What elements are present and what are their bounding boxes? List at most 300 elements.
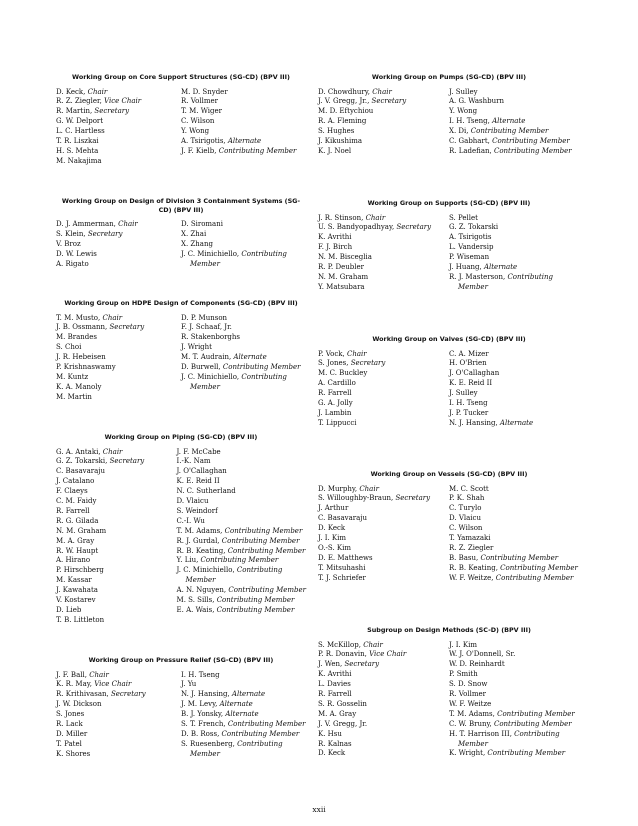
group-supports <box>318 199 580 293</box>
member-column <box>318 350 449 429</box>
member-name: P. Wiseman <box>449 253 490 262</box>
member-entry <box>318 253 449 263</box>
member-role: Contributing Member <box>500 563 578 572</box>
member-entry <box>181 730 306 740</box>
member-name: R. Z. Ziegler, <box>56 97 105 106</box>
member-entry <box>181 343 306 353</box>
member-name: J. I. Kim <box>318 534 347 543</box>
member-entry <box>56 107 181 117</box>
member-name: D. Murphy, <box>318 484 360 493</box>
member-name: K. J. Noel <box>318 146 352 155</box>
member-name: V. Broz <box>56 239 81 248</box>
member-name: W. F. Weitze, <box>449 573 496 582</box>
member-entry <box>449 263 580 273</box>
member-name: M. Kuntz <box>56 372 89 381</box>
member-role: Chair <box>102 447 123 456</box>
member-name: N. J. Hansing, <box>449 418 500 427</box>
member-name: D. Keck, <box>56 87 88 96</box>
member-entry <box>449 554 580 564</box>
member-name: F. Claeys <box>56 487 88 496</box>
member-name: M. T. Audrain, <box>181 353 234 362</box>
member-name: K. R. May, <box>56 680 95 689</box>
member-role: Chair <box>346 349 367 358</box>
member-entry <box>449 700 580 710</box>
member-name: J. R. Stinson, <box>318 213 366 222</box>
member-entry <box>318 419 449 429</box>
member-entry <box>449 273 580 293</box>
member-name: J. I. Kim <box>449 640 478 649</box>
member-column <box>318 88 449 157</box>
member-name: S. Choi <box>56 343 82 352</box>
member-name: R. W. Haupt <box>56 546 99 555</box>
member-role: Contributing Member <box>487 749 566 758</box>
group-pumps <box>318 73 580 157</box>
member-name: J. Yu <box>181 680 197 689</box>
member-name: J. F. Ball, <box>56 670 90 679</box>
member-role: Vice Chair <box>94 680 132 689</box>
member-role: Contributing Member <box>222 363 301 372</box>
member-role: Chair <box>118 220 138 228</box>
member-entry <box>56 730 181 740</box>
member-entry <box>177 487 306 497</box>
member-columns <box>318 350 580 429</box>
group-title: Working Group on Supports (SG-CD) (BPV III) <box>367 199 531 207</box>
member-name: N. M. Graham <box>318 272 369 281</box>
member-column <box>449 350 580 429</box>
group-piping <box>56 433 306 626</box>
group-title: Working Group on Piping (SG-CD) (BPV III) <box>104 433 258 441</box>
member-role: Secretary <box>87 229 123 238</box>
member-name: S. Jones <box>56 710 85 719</box>
member-entry <box>449 690 580 700</box>
member-column <box>56 88 181 167</box>
member-entry <box>318 564 449 574</box>
member-name: K. E. Reid II <box>449 379 493 388</box>
member-name: J. W. Dickson <box>56 700 102 709</box>
member-name: T. R. Liszkai <box>56 137 99 146</box>
member-entry <box>56 467 177 477</box>
member-entry <box>56 586 177 596</box>
member-name: S. D. Snow <box>449 680 488 689</box>
member-entry <box>449 419 580 429</box>
member-name: A. Cardillo <box>318 379 356 388</box>
member-name: J. Lambin <box>318 408 352 417</box>
member-name: W. F. Weitze <box>449 699 492 708</box>
member-entry <box>449 117 580 127</box>
member-name: D. Vlaicu <box>176 497 209 506</box>
member-entry <box>449 350 580 360</box>
member-role: Secretary <box>396 223 432 232</box>
member-name: D. P. Munson <box>181 313 228 322</box>
member-entry <box>449 680 580 690</box>
member-entry <box>318 524 449 534</box>
member-name: I. H. Tseng <box>181 670 220 679</box>
member-role: Chair <box>363 640 383 649</box>
member-name: M. D. Snyder <box>181 87 228 96</box>
member-entry <box>449 147 580 157</box>
member-role: Contributing Member <box>190 739 283 758</box>
member-entry <box>181 314 306 324</box>
member-role: Alternate <box>499 418 534 427</box>
member-entry <box>56 250 181 260</box>
member-entry <box>318 137 449 147</box>
member-role: Alternate <box>492 117 526 126</box>
member-name: R. Vollmer <box>449 690 486 699</box>
member-entry <box>449 243 580 253</box>
member-entry <box>56 671 181 681</box>
member-name: Y. Wong <box>449 107 478 116</box>
member-name: P. K. Shah <box>449 494 485 503</box>
member-name: M. A. Gray <box>56 536 95 545</box>
member-role: Alternate <box>219 700 253 709</box>
member-name: A. Hirano <box>56 556 91 565</box>
member-column <box>56 220 181 270</box>
member-name: J. V. Gregg, Jr. <box>318 719 368 728</box>
member-entry <box>56 700 181 710</box>
member-entry <box>56 566 177 576</box>
member-name: J. Catalano <box>56 477 95 486</box>
member-entry <box>181 137 306 147</box>
member-entry <box>318 233 449 243</box>
member-entry <box>56 220 181 230</box>
member-entry <box>177 547 306 557</box>
member-name: G. A. Jolly <box>318 399 353 408</box>
member-entry <box>449 494 580 504</box>
member-name: W. J. O'Donnell, Sr. <box>449 650 516 659</box>
member-name: G. Z. Tokarski <box>449 223 499 232</box>
member-entry <box>56 547 177 557</box>
member-entry <box>56 497 177 507</box>
member-name: D. E. Matthews <box>318 553 373 562</box>
member-entry <box>318 650 449 660</box>
member-name: D. J. Ammerman, <box>56 220 119 228</box>
group-division-3-containment <box>56 197 306 270</box>
member-name: N. M. Graham <box>56 526 107 535</box>
member-name: T. Lippucci <box>318 418 357 427</box>
member-column <box>449 641 580 760</box>
member-name: S. Pellet <box>449 213 478 222</box>
member-entry <box>318 710 449 720</box>
member-entry <box>449 359 580 369</box>
member-role: Contributing Member <box>493 146 572 155</box>
member-name: L. C. Hartless <box>56 127 105 136</box>
member-entry <box>449 369 580 379</box>
member-columns <box>56 671 306 760</box>
member-name: W. D. Reinhardt <box>449 660 505 669</box>
member-name: J. C. Minichiello, <box>176 566 237 575</box>
member-entry <box>177 457 306 467</box>
member-name: C.-I. Wu <box>176 516 205 525</box>
member-name: K. Hsu <box>318 729 342 738</box>
member-entry <box>177 586 306 596</box>
member-entry <box>449 720 580 730</box>
group-hdpe-design <box>56 299 306 403</box>
member-columns <box>56 220 306 270</box>
member-name: I. H. Tseng <box>449 399 488 408</box>
member-name: I. H. Tseng, <box>449 117 493 126</box>
member-name: D. Burwell, <box>181 363 223 372</box>
member-name: T. J. Schriefer <box>318 573 366 582</box>
member-name: C. Wilson <box>181 117 215 126</box>
member-entry <box>449 749 580 759</box>
member-entry <box>56 527 177 537</box>
member-entry <box>449 107 580 117</box>
member-entry <box>318 680 449 690</box>
member-entry <box>449 253 580 263</box>
member-name: N. M. Bisceglia <box>318 253 372 262</box>
member-entry <box>318 740 449 750</box>
group-title: Working Group on Valves (SG-CD) (BPV III) <box>372 335 526 343</box>
group-title: Working Group on Core Support Structures (SG-CD) (BPV III) <box>72 73 290 81</box>
member-name: R. P. Deubler <box>318 263 364 272</box>
member-entry <box>56 457 177 467</box>
member-name: J. R. Hebeisen <box>56 353 106 362</box>
member-column <box>177 448 306 626</box>
member-name: M. Kassar <box>56 576 92 585</box>
member-entry <box>56 117 181 127</box>
member-name: P. Smith <box>449 670 478 679</box>
member-entry <box>181 720 306 730</box>
member-entry <box>177 477 306 487</box>
member-entry <box>449 399 580 409</box>
page-number: xxii <box>312 805 326 814</box>
member-name: V. Kostarev <box>56 596 96 605</box>
member-column <box>181 88 306 167</box>
member-name: J. Arthur <box>318 504 349 513</box>
member-name: J. C. Minichiello, <box>181 249 242 258</box>
member-role: Secretary <box>109 323 145 332</box>
group-title: Working Group on Vessels (SG-CD) (BPV III) <box>370 470 528 478</box>
member-entry <box>56 710 181 720</box>
member-entry <box>449 88 580 98</box>
member-role: Vice Chair <box>104 97 142 106</box>
member-entry <box>449 564 580 574</box>
member-entry <box>181 710 306 720</box>
member-entry <box>449 544 580 554</box>
member-entry <box>56 448 177 458</box>
member-entry <box>449 233 580 243</box>
member-entry <box>318 127 449 137</box>
member-name: J. Wright <box>181 343 212 352</box>
member-entry <box>177 507 306 517</box>
member-entry <box>449 730 580 750</box>
member-entry <box>318 97 449 107</box>
member-entry <box>181 117 306 127</box>
member-role: Contributing Member <box>480 553 559 562</box>
member-entry <box>181 680 306 690</box>
member-entry <box>318 485 449 495</box>
member-entry <box>449 379 580 389</box>
member-name: S. T. French, <box>181 720 228 729</box>
member-column <box>318 641 449 760</box>
member-name: S. Hughes <box>318 127 355 136</box>
member-entry <box>318 641 449 651</box>
member-role: Contributing Member <box>185 566 283 585</box>
member-name: K. A. Manoly <box>56 382 102 391</box>
member-name: J. C. Minichiello, <box>181 372 242 381</box>
member-name: K. E. Reid II <box>176 477 220 486</box>
member-name: C. Turylo <box>449 504 482 513</box>
member-role: Secretary <box>371 97 407 106</box>
member-entry <box>177 467 306 477</box>
member-name: D. Lieb <box>56 606 82 614</box>
member-name: A. G. Washburn <box>449 97 505 106</box>
member-name: T. M. Adams, <box>176 526 225 535</box>
member-entry <box>56 137 181 147</box>
member-entry <box>56 393 181 403</box>
member-role: Contributing Member <box>216 596 295 605</box>
member-name: M. D. Eftychiou <box>318 107 374 116</box>
member-entry <box>181 97 306 107</box>
member-entry <box>181 107 306 117</box>
member-name: M. S. Sills, <box>176 596 217 605</box>
member-entry <box>449 137 580 147</box>
member-columns <box>318 88 580 157</box>
member-name: I.-K. Nam <box>176 457 211 466</box>
member-name: K. Shores <box>56 749 91 758</box>
member-name: A. Rigato <box>56 259 89 268</box>
member-name: R. B. Keating, <box>176 546 228 555</box>
member-name: D. Chowdhury, <box>318 87 373 96</box>
member-entry <box>181 671 306 681</box>
member-entry <box>56 127 181 137</box>
member-entry <box>56 353 181 363</box>
member-entry <box>56 373 181 383</box>
member-entry <box>449 127 580 137</box>
member-name: G. Z. Tokarski, <box>56 457 110 466</box>
member-name: F. J. Schaaf, Jr. <box>181 323 232 332</box>
member-columns <box>56 88 306 167</box>
member-name: E. A. Wais, <box>176 606 217 614</box>
member-columns <box>56 314 306 403</box>
member-entry <box>56 97 181 107</box>
member-column <box>181 220 306 270</box>
member-name: J. V. Gregg, Jr., <box>318 97 372 106</box>
member-entry <box>177 517 306 527</box>
member-name: N. J. Hansing, <box>181 690 232 699</box>
member-role: Chair <box>359 484 379 493</box>
member-name: D. Keck <box>318 524 346 533</box>
member-name: C. Basavaraju <box>56 467 105 476</box>
member-entry <box>181 127 306 137</box>
member-name: R. Vollmer <box>181 97 218 106</box>
group-title: Working Group on HDPE Design of Components (SG-CD) (BPV III) <box>64 299 298 307</box>
member-entry <box>56 720 181 730</box>
member-role: Contributing Member <box>200 556 279 565</box>
group-title: Working Group on Design of Division 3 Containment Systems (SG-CD) (BPV III) <box>61 197 301 214</box>
member-entry <box>56 556 177 566</box>
member-name: A. Tsirigotis, <box>181 137 228 146</box>
group-valves <box>318 335 580 429</box>
member-column <box>318 485 449 584</box>
member-entry <box>181 240 306 250</box>
member-name: J. Sulley <box>449 87 478 96</box>
member-role: Secretary <box>109 457 145 466</box>
member-name: X. Zhai <box>181 229 207 238</box>
member-name: R. Z. Ziegler <box>449 543 494 552</box>
member-entry <box>318 574 449 584</box>
member-role: Contributing Member <box>190 249 287 268</box>
member-name: K. Avrithi <box>318 233 352 242</box>
member-entry <box>181 690 306 700</box>
member-entry <box>318 720 449 730</box>
member-name: J. O'Callaghan <box>449 369 500 378</box>
member-name: T. M. Musto, <box>56 313 103 322</box>
member-name: T. M. Adams, <box>449 709 498 718</box>
member-role: Alternate <box>483 263 518 272</box>
member-entry <box>56 690 181 700</box>
member-entry <box>318 263 449 273</box>
member-role: Contributing Member <box>228 586 306 595</box>
member-name: R. Ladefian, <box>449 146 494 155</box>
member-entry <box>318 514 449 524</box>
member-name: Y. Wong <box>181 127 210 136</box>
member-name: J. Huang, <box>449 263 484 272</box>
member-entry <box>56 750 181 760</box>
member-entry <box>56 323 181 333</box>
member-entry <box>449 504 580 514</box>
member-entry <box>449 534 580 544</box>
member-name: C. Gabhart, <box>449 137 493 146</box>
member-entry <box>449 710 580 720</box>
member-entry <box>318 749 449 759</box>
member-name: C. Wilson <box>449 524 483 533</box>
member-column <box>181 671 306 760</box>
member-entry <box>177 537 306 547</box>
member-name: T. M. Wiger <box>181 107 222 116</box>
member-entry <box>318 730 449 740</box>
member-name: P. Krishnaswamy <box>56 363 116 372</box>
member-name: T. Yamazaki <box>449 534 491 543</box>
member-name: S. Ruesenberg, <box>181 739 238 748</box>
member-role: Vice Chair <box>369 650 407 659</box>
member-name: X. Zhang <box>181 239 213 248</box>
member-entry <box>318 147 449 157</box>
member-name: T. Patel <box>56 739 82 748</box>
member-name: R. G. Gilada <box>56 516 99 525</box>
member-name: B. Basu, <box>449 553 481 562</box>
member-entry <box>56 596 177 606</box>
group-subgroup-design-methods <box>318 626 580 759</box>
member-entry <box>56 240 181 250</box>
member-name: D. B. Ross, <box>181 729 222 738</box>
member-name: A. Tsirigotis <box>449 233 492 242</box>
member-name: R. Stakenborghs <box>181 333 241 342</box>
member-name: G. W. Delport <box>56 117 104 126</box>
member-name: Y. Liu, <box>176 556 201 565</box>
member-name: R. J. Masterson, <box>449 272 508 281</box>
member-entry <box>56 507 177 517</box>
member-name: M. C. Buckley <box>318 369 368 378</box>
member-entry <box>449 409 580 419</box>
member-entry <box>318 389 449 399</box>
member-role: Contributing Member <box>495 573 574 582</box>
member-role: Contributing Member <box>458 272 553 291</box>
member-name: C. Basavaraju <box>318 514 367 523</box>
member-name: T. B. Littleton <box>56 615 105 624</box>
member-name: C. M. Faidy <box>56 497 97 506</box>
member-column <box>56 448 177 626</box>
member-entry <box>318 534 449 544</box>
member-name: J. Kawahata <box>56 586 98 595</box>
member-role: Secretary <box>350 359 386 368</box>
member-name: R. Farrell <box>318 389 352 398</box>
member-entry <box>181 333 306 343</box>
member-columns <box>56 448 306 626</box>
member-name: U. S. Bandyopadhyay, <box>318 223 397 232</box>
member-entry <box>177 448 306 458</box>
member-role: Contributing Member <box>227 720 306 729</box>
